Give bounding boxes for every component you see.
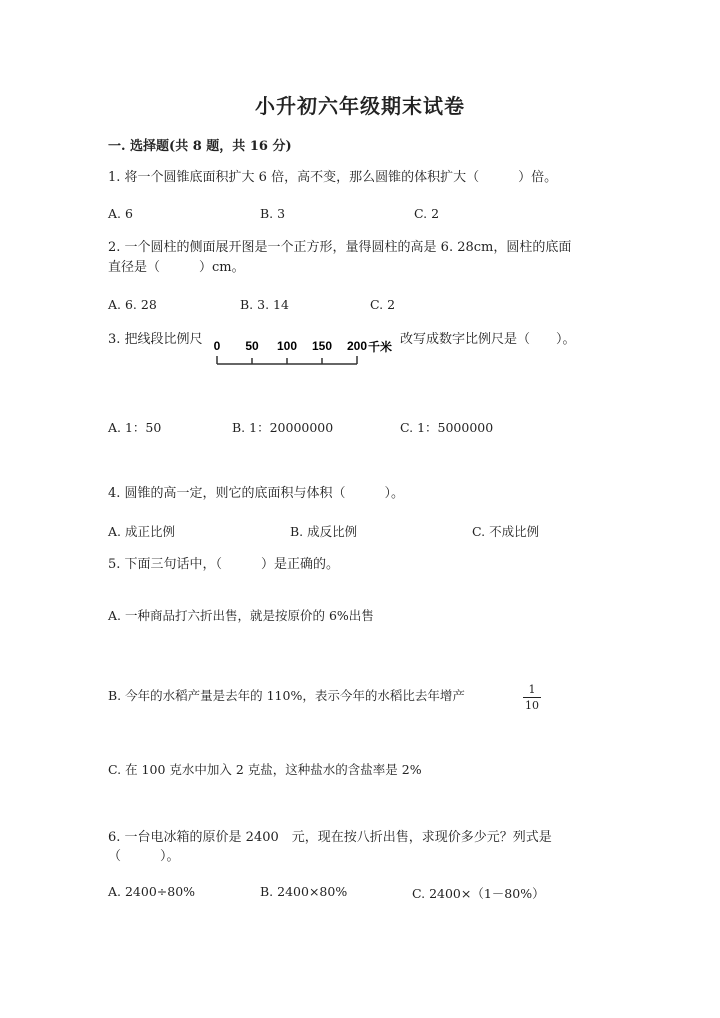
scale-label-0: 0 xyxy=(213,339,221,353)
q6-option-c: C. 2400×（1－80%） xyxy=(412,886,545,901)
q5-option-a: A. 一种商品打六折出售，就是按原价的 6%出售 xyxy=(108,608,374,623)
question-1-stem: 1. 将一个圆锥底面积扩大 6 倍，高不变，那么圆锥的体积扩大（ ）倍。 xyxy=(108,170,558,185)
question-3-stem-prefix: 3. 把线段比例尺 xyxy=(108,332,203,347)
q3-option-a: A. 1：50 xyxy=(108,420,162,435)
question-5-stem: 5. 下面三句话中，（ ）是正确的。 xyxy=(108,557,340,572)
question-4-stem: 4. 圆锥的高一定，则它的底面积与体积（ ）。 xyxy=(108,486,405,501)
scale-unit: 千米 xyxy=(368,340,393,354)
scale-label-200: 200 xyxy=(346,339,368,353)
q2-option-a: A. 6. 28 xyxy=(108,297,157,312)
q2-option-c: C. 2 xyxy=(370,297,396,312)
q5-option-b: B. 今年的水稻产量是去年的 110%，表示今年的水稻比去年增产 xyxy=(108,688,465,703)
q2-option-b: B. 3. 14 xyxy=(240,297,289,312)
question-6-stem-line2: （ ）。 xyxy=(108,849,180,864)
fraction-numerator: 1 xyxy=(528,683,536,696)
line-scale-figure xyxy=(210,338,400,370)
q4-option-b: B. 成反比例 xyxy=(290,524,358,539)
q6-option-a: A. 2400÷80% xyxy=(108,884,196,899)
q3-option-b: B. 1：20000000 xyxy=(232,420,334,435)
fraction-bar xyxy=(523,697,541,698)
section-heading: 一. 选择题(共 8 题，共 16 分) xyxy=(108,139,292,154)
q6-option-b: B. 2400×80% xyxy=(260,884,348,899)
scale-label-100: 100 xyxy=(276,339,298,353)
question-2-stem-line1: 2. 一个圆柱的侧面展开图是一个正方形，量得圆柱的高是 6. 28cm，圆柱的底面 xyxy=(108,240,572,255)
q4-option-a: A. 成正比例 xyxy=(108,524,175,539)
question-6-stem-line1: 6. 一台电冰箱的原价是 2400 元，现在按八折出售，求现价多少元？列式是 xyxy=(108,830,552,845)
q4-option-c: C. 不成比例 xyxy=(472,524,540,539)
fraction-denominator: 10 xyxy=(525,699,539,712)
question-2-stem-line2: 直径是（ ）cm。 xyxy=(108,260,245,275)
scale-label-50: 50 xyxy=(245,339,259,353)
question-3-stem-suffix: 改写成数字比例尺是（ ）。 xyxy=(400,332,576,347)
q5-option-c: C. 在 100 克水中加入 2 克盐，这种盐水的含盐率是 2% xyxy=(108,762,422,777)
q3-option-c: C. 1：5000000 xyxy=(400,420,494,435)
page-title: 小升初六年级期末试卷 xyxy=(255,94,465,118)
q1-option-c: C. 2 xyxy=(414,206,440,221)
q5-option-b-fraction xyxy=(523,683,541,712)
q1-option-b: B. 3 xyxy=(260,206,286,221)
scale-label-150: 150 xyxy=(311,339,333,353)
q1-option-a: A. 6 xyxy=(108,206,133,221)
